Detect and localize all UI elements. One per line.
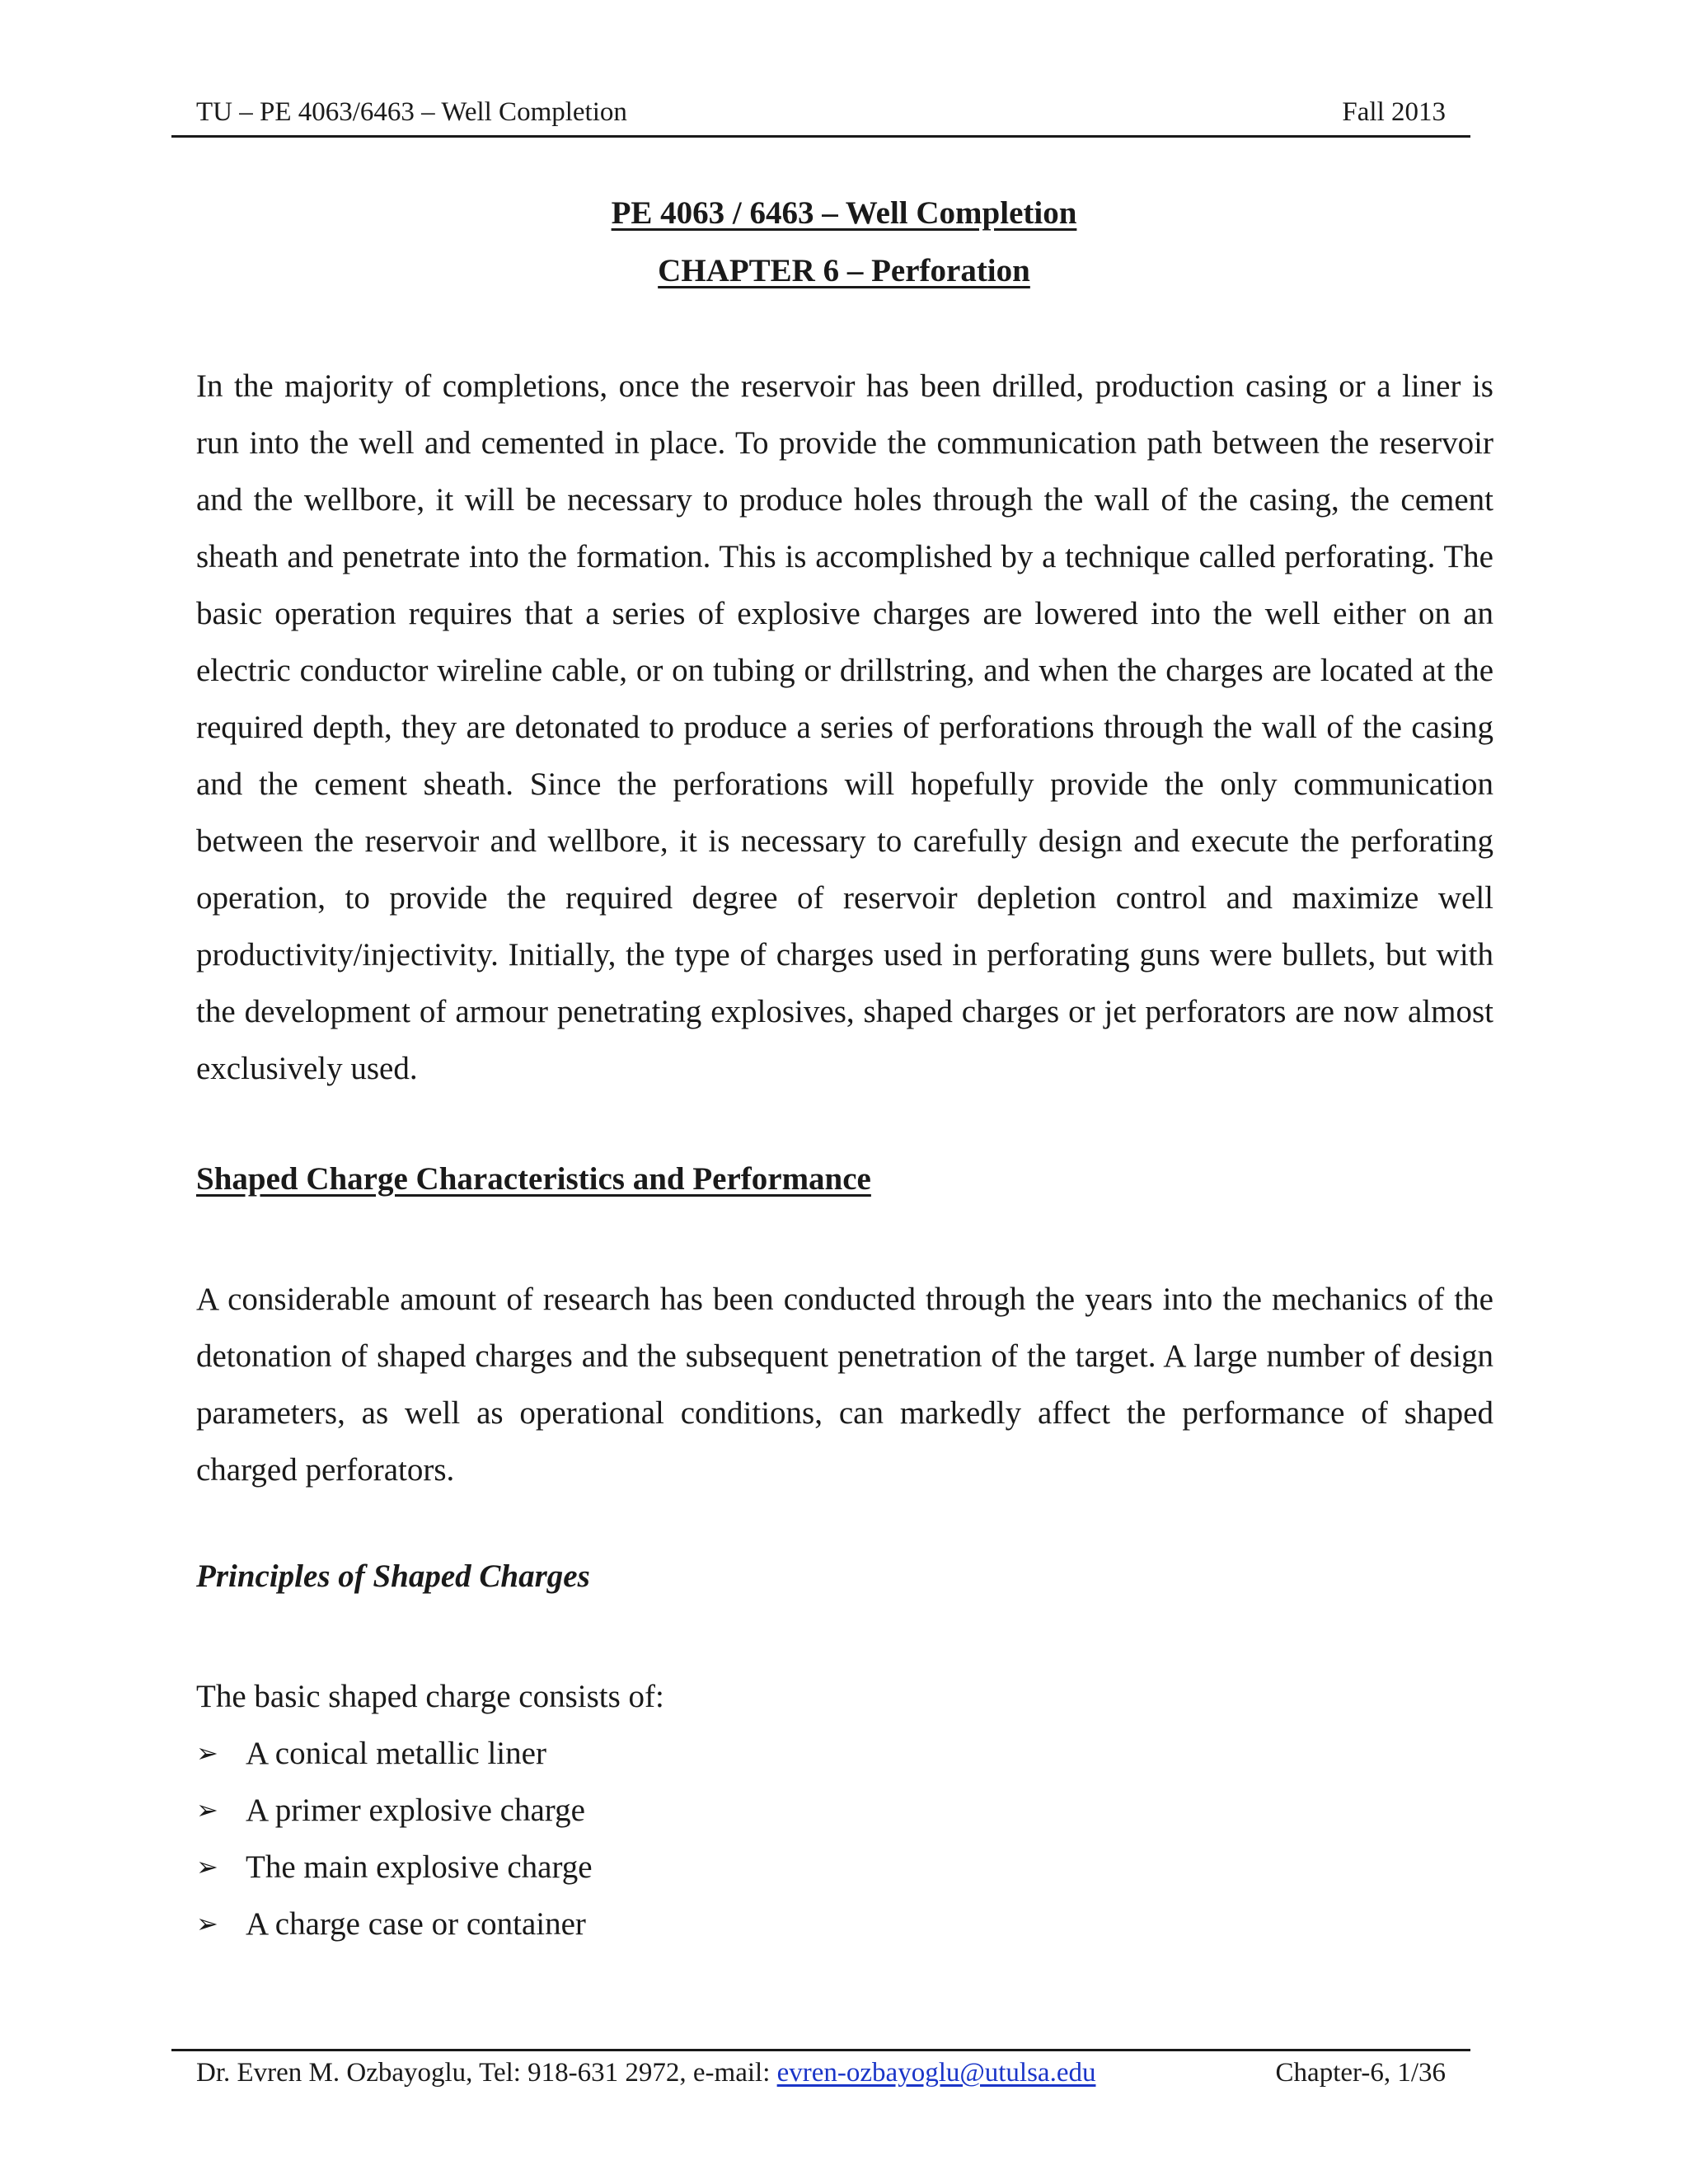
list-item — [196, 1896, 593, 1952]
list-item-text: The main explosive charge — [246, 1849, 593, 1885]
list-item — [196, 1782, 593, 1839]
research-paragraph: A considerable amount of research has been conducted through the years into the mechanics of the detonation of shaped charges and the subsequent penetration of the target. A large number of design parameters, as well as operational conditions, can markedly affect the performance of shaped charged perforators. — [196, 1282, 1493, 1488]
footer-contact-text: Dr. Evren M. Ozbayoglu, Tel: 918-631 2972, e-mail: — [196, 2058, 777, 2088]
list-item — [196, 1839, 593, 1896]
arrow-bullet-icon: ➢ — [196, 1794, 218, 1825]
page-footer — [171, 2049, 1470, 2101]
header-course-label: TU – PE 4063/6463 – Well Completion — [196, 97, 627, 127]
list-item-text: A charge case or container — [246, 1906, 586, 1942]
header-term-label: Fall 2013 — [1342, 97, 1446, 127]
list-item-text: A primer explosive charge — [246, 1793, 585, 1828]
list-intro-text: The basic shaped charge consists of: — [196, 1679, 664, 1714]
list-item-text: A conical metallic liner — [246, 1736, 546, 1771]
list-item — [196, 1725, 593, 1782]
component-list — [196, 1725, 593, 1952]
arrow-bullet-icon: ➢ — [196, 1737, 218, 1769]
intro-paragraph: In the majority of completions, once the reservoir has been drilled, production casing or a liner is run into the well and cemented in place. To provide the communication path between the reservoir and the wellbore, it will be necessary to produce holes through the wall of the casing, the cement sheath and penetrate into the formation. This is accomplished by a technique called perforating. The basic operation requires that a series of explosive charges are lowered into the well either on an electric conductor wireline cable, or on tubing or drillstring, and when the charges are located at the required depth, they are detonated to produce a series of perforations through the wall of the casing and the cement sheath. Since the perforations will hopefully provide the only communication between the reservoir and wellbore, it is necessary to carefully design and execute the perforating operation, to provide the required degree of reservoir depletion control and maximize well productivity/injectivity. Initially, the type of charges used in perforating guns were bullets, but with the development of armour penetrating explosives, shaped charges or jet perforators are now almost exclusively used. — [196, 368, 1493, 1086]
subsection-heading: Principles of Shaped Charges — [196, 1558, 590, 1594]
arrow-bullet-icon: ➢ — [196, 1851, 218, 1882]
arrow-bullet-icon: ➢ — [196, 1908, 218, 1939]
chapter-title: CHAPTER 6 – Perforation — [658, 253, 1030, 288]
page-number: Chapter-6, 1/36 — [1275, 2058, 1446, 2088]
course-title: PE 4063 / 6463 – Well Completion — [611, 195, 1077, 231]
section-heading: Shaped Charge Characteristics and Performance — [196, 1161, 871, 1197]
page-header — [171, 92, 1470, 138]
email-link[interactable]: evren-ozbayoglu@utulsa.edu — [776, 2058, 1096, 2088]
footer-contact — [196, 2058, 1095, 2088]
